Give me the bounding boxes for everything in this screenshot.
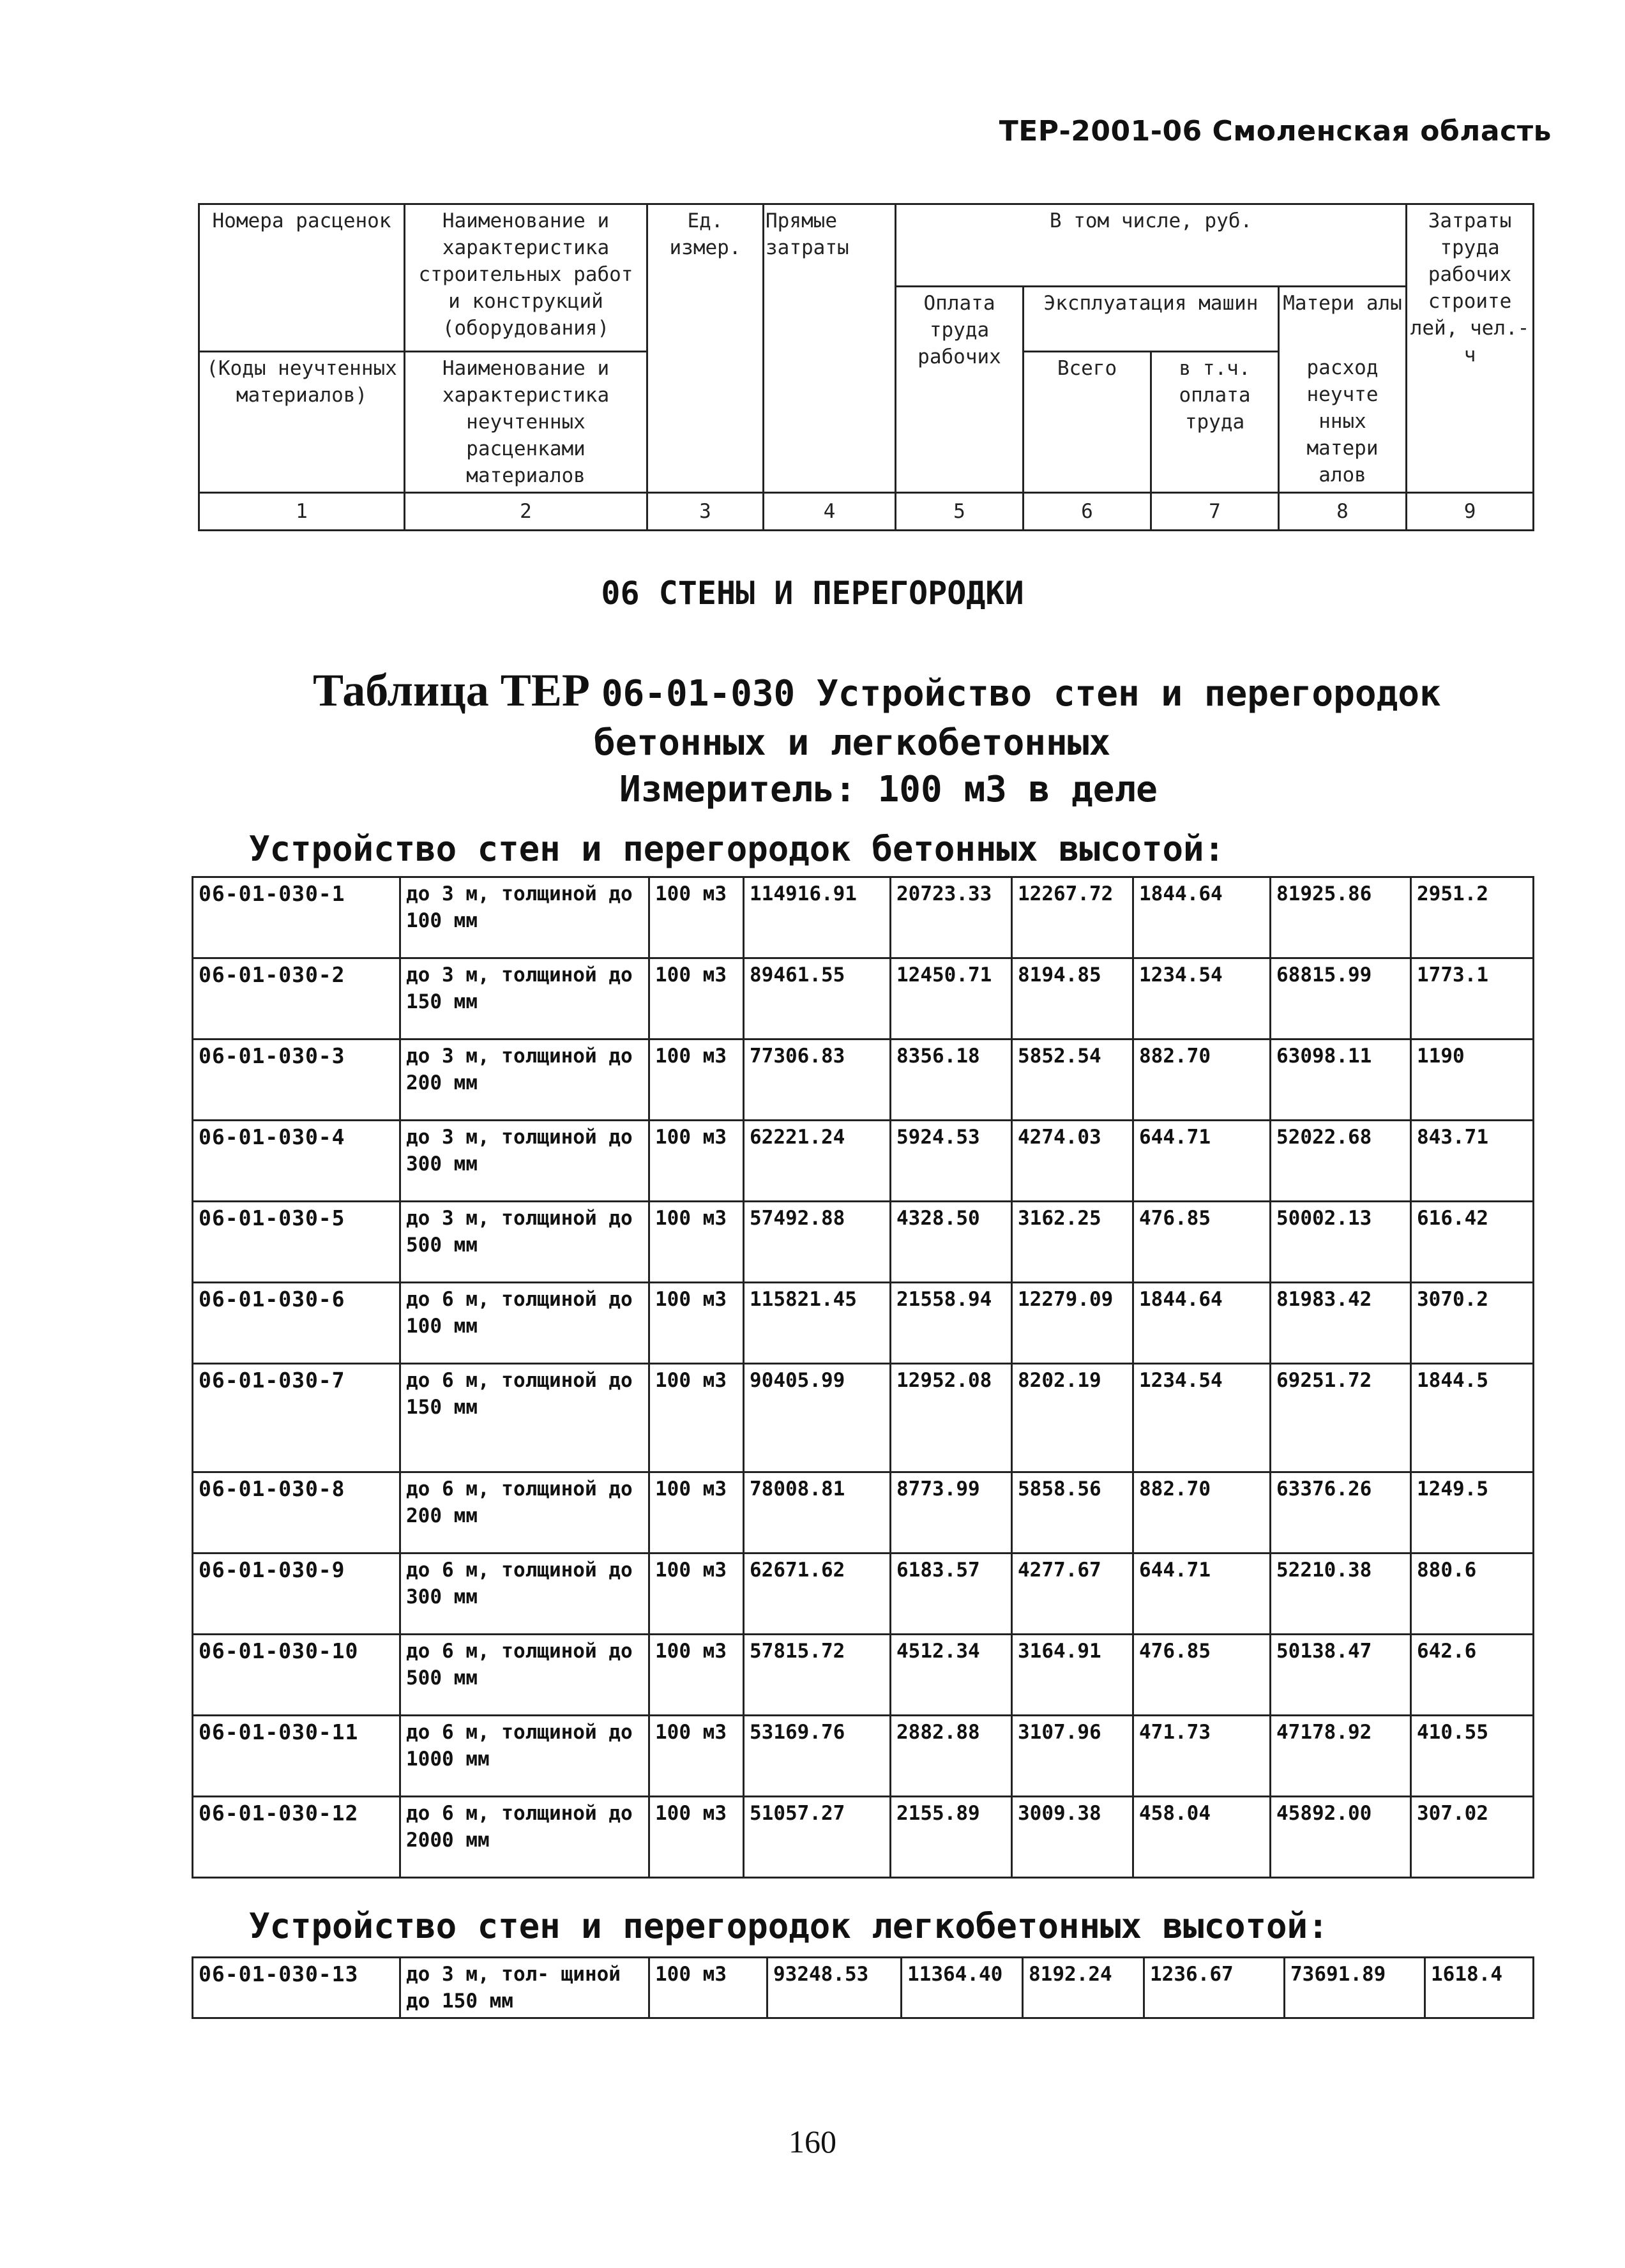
unit: 100 м3 [649, 958, 744, 1040]
labor-cost: 4328.50 [891, 1202, 1012, 1283]
unit: 100 м3 [649, 1635, 744, 1716]
direct-cost: 57815.72 [744, 1635, 891, 1716]
unit: 100 м3 [649, 1472, 744, 1554]
machine-labor-cost: 476.85 [1133, 1635, 1271, 1716]
work-name: до 6 м, толщиной до 300 мм [400, 1554, 649, 1635]
table-caption-title: 06-01-030 Устройство стен и перегородок [601, 673, 1441, 714]
table-caption-prefix: Таблица ТЕР [313, 665, 590, 716]
col-number: 5 [896, 493, 1024, 531]
machine-labor-cost: 1844.64 [1133, 877, 1271, 958]
table-caption-measure: Измеритель: 100 м3 в деле [619, 769, 1158, 810]
machine-labor-cost: 644.71 [1133, 1554, 1271, 1635]
labor-hours: 307.02 [1411, 1797, 1534, 1878]
machine-cost: 4274.03 [1012, 1121, 1133, 1202]
direct-cost: 78008.81 [744, 1472, 891, 1554]
machine-labor-cost: 476.85 [1133, 1202, 1271, 1283]
direct-cost: 115821.45 [744, 1283, 891, 1364]
materials-cost: 45892.00 [1271, 1797, 1411, 1878]
col-header-mach-labor: в т.ч. оплата труда [1151, 352, 1279, 493]
table-row [193, 1472, 1534, 1554]
col-header-unit: Ед. измер. [647, 204, 764, 493]
work-name: до 6 м, толщиной до 2000 мм [400, 1797, 649, 1878]
col-number: 7 [1151, 493, 1279, 531]
labor-cost: 5924.53 [891, 1121, 1012, 1202]
rate-code: 06-01-030-3 [193, 1040, 400, 1121]
labor-cost: 8356.18 [891, 1040, 1012, 1121]
labor-cost: 8773.99 [891, 1472, 1012, 1554]
materials-cost: 68815.99 [1271, 958, 1411, 1040]
labor-cost: 6183.57 [891, 1554, 1012, 1635]
labor-cost: 2882.88 [891, 1716, 1012, 1797]
table-row [193, 1040, 1534, 1121]
col-header-materials-unaccounted: расход неучте нных матери алов [1279, 352, 1407, 493]
rate-code: 06-01-030-2 [193, 958, 400, 1040]
table-row [193, 1202, 1534, 1283]
work-name: до 3 м, толщиной до 500 мм [400, 1202, 649, 1283]
col-header-exploitation: Эксплуатация машин [1024, 287, 1279, 352]
unit: 100 м3 [649, 1121, 744, 1202]
materials-cost: 81983.42 [1271, 1283, 1411, 1364]
direct-cost: 51057.27 [744, 1797, 891, 1878]
materials-cost: 69251.72 [1271, 1364, 1411, 1472]
labor-cost: 4512.34 [891, 1635, 1012, 1716]
unit: 100 м3 [649, 1364, 744, 1472]
direct-cost: 89461.55 [744, 958, 891, 1040]
machine-cost: 5852.54 [1012, 1040, 1133, 1121]
work-name: до 6 м, толщиной до 1000 мм [400, 1716, 649, 1797]
col-header-labor: Оплата труда рабочих [896, 287, 1024, 493]
work-name: до 6 м, толщиной до 150 мм [400, 1364, 649, 1472]
machine-cost: 3162.25 [1012, 1202, 1133, 1283]
labor-cost: 12450.71 [891, 958, 1012, 1040]
labor-hours: 1190 [1411, 1040, 1534, 1121]
machine-cost: 3164.91 [1012, 1635, 1133, 1716]
labor-hours: 3070.2 [1411, 1283, 1534, 1364]
labor-cost: 21558.94 [891, 1283, 1012, 1364]
labor-hours: 1844.5 [1411, 1364, 1534, 1472]
work-name: до 6 м, толщиной до 200 мм [400, 1472, 649, 1554]
unit: 100 м3 [649, 1958, 767, 2018]
table-row [193, 1554, 1534, 1635]
table-caption [313, 664, 1526, 810]
labor-hours: 410.55 [1411, 1716, 1534, 1797]
direct-cost: 77306.83 [744, 1040, 891, 1121]
col-header-codes-unaccounted: (Коды неучтенных материалов) [199, 352, 405, 493]
machine-cost: 3107.96 [1012, 1716, 1133, 1797]
materials-cost: 52210.38 [1271, 1554, 1411, 1635]
col-header-name-unaccounted: Наименование и характеристика неучтенных расценками материалов [405, 352, 647, 493]
rate-code: 06-01-030-12 [193, 1797, 400, 1878]
col-header-direct: Прямые затраты [764, 204, 896, 493]
col-header-hours: Затраты труда рабочих строите лей, чел.-ч [1407, 204, 1534, 493]
machine-labor-cost: 882.70 [1133, 1040, 1271, 1121]
materials-cost: 63098.11 [1271, 1040, 1411, 1121]
work-name: до 3 м, толщиной до 100 мм [400, 877, 649, 958]
labor-cost: 20723.33 [891, 877, 1012, 958]
work-name: до 6 м, толщиной до 500 мм [400, 1635, 649, 1716]
work-name: до 3 м, толщиной до 200 мм [400, 1040, 649, 1121]
machine-cost: 12279.09 [1012, 1283, 1133, 1364]
col-number: 2 [405, 493, 647, 531]
col-number: 3 [647, 493, 764, 531]
machine-labor-cost: 458.04 [1133, 1797, 1271, 1878]
machine-cost: 12267.72 [1012, 877, 1133, 958]
rate-code: 06-01-030-10 [193, 1635, 400, 1716]
labor-hours: 2951.2 [1411, 877, 1534, 958]
materials-cost: 50002.13 [1271, 1202, 1411, 1283]
materials-cost: 47178.92 [1271, 1716, 1411, 1797]
direct-cost: 62671.62 [744, 1554, 891, 1635]
machine-cost: 8192.24 [1023, 1958, 1144, 2018]
unit: 100 м3 [649, 1202, 744, 1283]
unit: 100 м3 [649, 1283, 744, 1364]
machine-labor-cost: 1844.64 [1133, 1283, 1271, 1364]
machine-labor-cost: 1234.54 [1133, 1364, 1271, 1472]
work-name: до 3 м, толщиной до 300 мм [400, 1121, 649, 1202]
machine-cost: 8202.19 [1012, 1364, 1133, 1472]
unit: 100 м3 [649, 1797, 744, 1878]
col-number: 1 [199, 493, 405, 531]
rate-code: 06-01-030-8 [193, 1472, 400, 1554]
unit: 100 м3 [649, 877, 744, 958]
unit: 100 м3 [649, 1554, 744, 1635]
machine-labor-cost: 1234.54 [1133, 958, 1271, 1040]
direct-cost: 90405.99 [744, 1364, 891, 1472]
machine-cost: 4277.67 [1012, 1554, 1133, 1635]
rate-code: 06-01-030-6 [193, 1283, 400, 1364]
labor-hours: 880.6 [1411, 1554, 1534, 1635]
unit: 100 м3 [649, 1716, 744, 1797]
labor-hours: 1618.4 [1425, 1958, 1534, 2018]
labor-cost: 11364.40 [902, 1958, 1023, 2018]
materials-cost: 73691.89 [1285, 1958, 1425, 2018]
machine-cost: 8194.85 [1012, 958, 1133, 1040]
materials-cost: 81925.86 [1271, 877, 1411, 958]
rate-code: 06-01-030-7 [193, 1364, 400, 1472]
column-header-table [198, 203, 1534, 531]
table-row [193, 877, 1534, 958]
labor-cost: 12952.08 [891, 1364, 1012, 1472]
direct-cost: 62221.24 [744, 1121, 891, 1202]
table-row [193, 1635, 1534, 1716]
direct-cost: 93248.53 [767, 1958, 902, 2018]
materials-cost: 50138.47 [1271, 1635, 1411, 1716]
unit: 100 м3 [649, 1040, 744, 1121]
labor-hours: 616.42 [1411, 1202, 1534, 1283]
labor-hours: 1249.5 [1411, 1472, 1534, 1554]
labor-hours: 843.71 [1411, 1121, 1534, 1202]
rates-table-concrete [192, 876, 1534, 1879]
col-number: 6 [1024, 493, 1151, 531]
table-row [193, 1121, 1534, 1202]
col-number: 8 [1279, 493, 1407, 531]
section-title: 06 СТЕНЫ И ПЕРЕГОРОДКИ [601, 575, 1024, 612]
col-number: 9 [1407, 493, 1534, 531]
machine-labor-cost: 644.71 [1133, 1121, 1271, 1202]
rates-table-lightweight [192, 1956, 1534, 2019]
rate-code: 06-01-030-4 [193, 1121, 400, 1202]
running-header: ТЕР-2001-06 Смоленская область [999, 115, 1552, 147]
subsection-heading-concrete: Устройство стен и перегородок бетонных высотой: [249, 829, 1225, 869]
col-header-mach-total: Всего [1024, 352, 1151, 493]
materials-cost: 52022.68 [1271, 1121, 1411, 1202]
table-row [193, 1716, 1534, 1797]
machine-labor-cost: 471.73 [1133, 1716, 1271, 1797]
direct-cost: 57492.88 [744, 1202, 891, 1283]
col-header-codes: Номера расценок [199, 204, 405, 352]
rate-code: 06-01-030-5 [193, 1202, 400, 1283]
machine-cost: 5858.56 [1012, 1472, 1133, 1554]
table-row [193, 1364, 1534, 1472]
col-header-group: В том числе, руб. [896, 204, 1407, 287]
page-number: 160 [789, 2124, 836, 2159]
direct-cost: 114916.91 [744, 877, 891, 958]
labor-hours: 1773.1 [1411, 958, 1534, 1040]
table-row [193, 1958, 1534, 2018]
machine-labor-cost: 1236.67 [1144, 1958, 1285, 2018]
work-name: до 6 м, толщиной до 100 мм [400, 1283, 649, 1364]
rate-code: 06-01-030-1 [193, 877, 400, 958]
labor-cost: 2155.89 [891, 1797, 1012, 1878]
rate-code: 06-01-030-9 [193, 1554, 400, 1635]
rate-code: 06-01-030-11 [193, 1716, 400, 1797]
work-name: до 3 м, тол- щиной до 150 мм [400, 1958, 649, 2018]
direct-cost: 53169.76 [744, 1716, 891, 1797]
machine-labor-cost: 882.70 [1133, 1472, 1271, 1554]
labor-hours: 642.6 [1411, 1635, 1534, 1716]
rate-code: 06-01-030-13 [193, 1958, 400, 2018]
table-row [193, 958, 1534, 1040]
materials-cost: 63376.26 [1271, 1472, 1411, 1554]
machine-cost: 3009.38 [1012, 1797, 1133, 1878]
subsection-heading-lightweight: Устройство стен и перегородок легкобетонных высотой: [249, 1906, 1329, 1946]
table-caption-line2: бетонных и легкобетонных [594, 722, 1111, 764]
table-row [193, 1797, 1534, 1878]
col-number: 4 [764, 493, 896, 531]
table-row [193, 1283, 1534, 1364]
col-header-materials: Матери алы [1279, 287, 1407, 352]
col-header-name: Наименование и характеристика строительных работ и конструкций (оборудования) [405, 204, 647, 352]
work-name: до 3 м, толщиной до 150 мм [400, 958, 649, 1040]
